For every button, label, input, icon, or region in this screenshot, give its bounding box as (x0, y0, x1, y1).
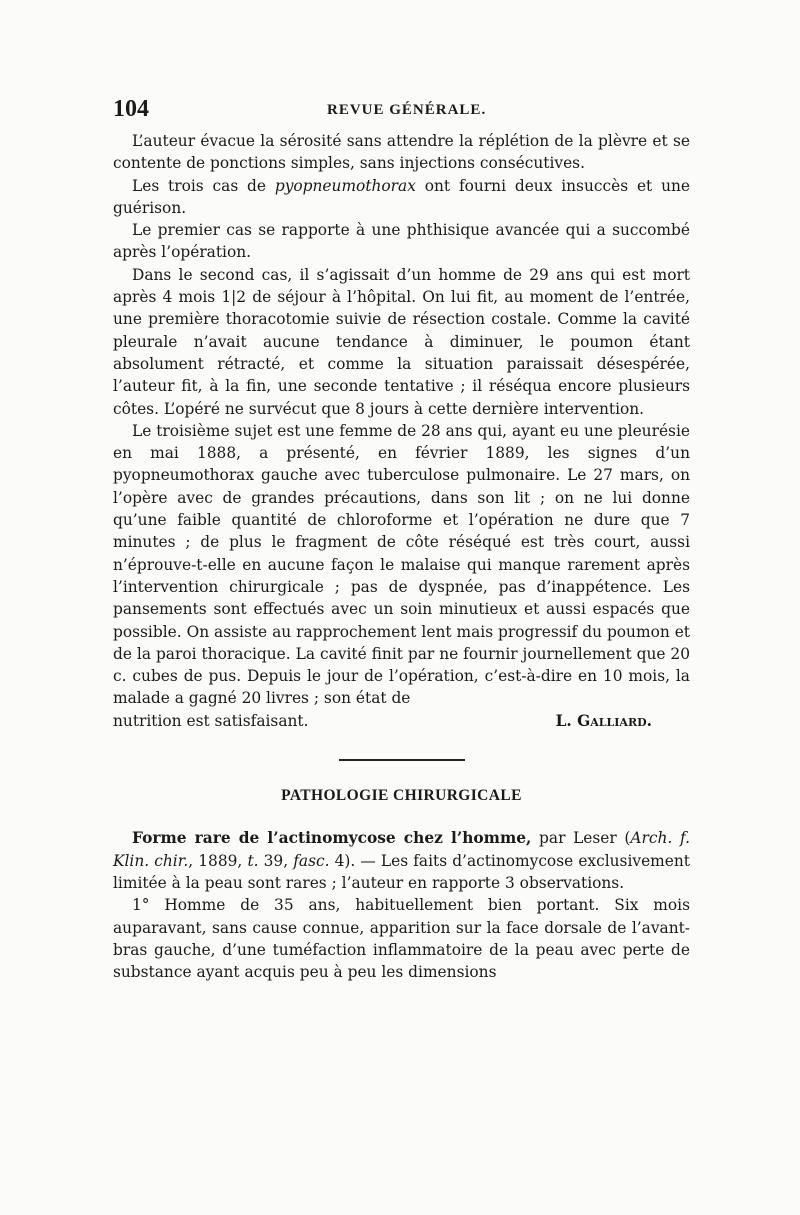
paragraph-6 (113, 827, 690, 894)
signature-line (113, 710, 690, 732)
article-author: par Leser ( (531, 829, 631, 848)
journal-name: Arch. f. Klin. chir. (113, 829, 691, 870)
paragraph-3: Le premier cas se rapporte à une phthisique avancée qui a succombé après l’opération. (113, 221, 690, 262)
author-signature: L. Galliard. (555, 711, 652, 730)
paragraph-2-end: ont fourni deux insuccès et une guérison. (113, 176, 691, 217)
body-text (113, 130, 690, 983)
paragraph-7: 1° Homme de 35 ans, habituellement bien portant. Six mois auparavant, sans cause connue, apparition sur la face dorsale de l’avant-bras gauche, d’une tuméfaction inflammatoire de la peau avec perte de substance ayant acquis peu à peu les dimensions (113, 896, 690, 982)
paragraph-5: Le troisième sujet est une femme de 28 ans qui, ayant eu une pleurésie en mai 1888, a présenté, en février 1889, les signes d’un pyopneumothorax gauche avec tuberculose pulmonaire. Le 27 mars, on l’opère avec de grandes précautions, dans son lit ; on ne lui donne qu’une faible quantité de chloroforme et l’opération ne dure que 7 minutes ; de plus le fragment de côte réséqué est très court, aussi n’éprouve-t-elle en aucune façon le malaise qui manque rarement après l’intervention chirurgicale ; pas de dyspnée, pas d’inappétence. Les pansements sont effectués avec un soin minutieux et aussi espacés que possible. On assiste au rapprochement lent mais progressif du poumon et de la paroi thoracique. La cavité finit par ne fournir journellement que 20 c. cubes de pus. Depuis le jour de l’opération, c’est-à-dire en 10 mois, la malade a gagné 20 livres ; son état de (113, 421, 690, 708)
paragraph-1: L’auteur évacue la sérosité sans attendre la réplétion de la plèvre et se contente de ponctions simples, sans injections consécutives. (113, 132, 690, 173)
paragraph-4: Dans le second cas, il s’agissait d’un homme de 29 ans qui est mort après 4 mois 1|2 de séjour à l’hôpital. On lui fit, au moment de l’entrée, une première thoracotomie suivie de résection costale. Comme la cavité pleurale n’avait aucune tendance à diminuer, le poumon étant absolument rétracté, et comme la situation paraissait désespérée, l’auteur fit, à la fin, une seconde tentative ; il réséqua encore plusieurs côtes. L’opéré ne survécut que 8 jours à cette dernière intervention. (113, 265, 690, 418)
page-header (113, 96, 690, 124)
paragraph-6-text: 4). — Les faits d’actinomycose exclusivement limitée à la peau sont rares ; l’auteur en rapporte 3 observations. (113, 851, 690, 892)
citation-tome: t. (247, 851, 259, 870)
term-pyopneumothorax: pyopneumothorax (274, 176, 416, 195)
paragraph-2-start: Les trois cas de (132, 176, 275, 195)
citation-year: , 1889, (188, 851, 248, 870)
running-head: REVUE GÉNÉRALE. (327, 102, 487, 118)
section-title: PATHOLOGIE CHIRURGICALE (281, 787, 522, 805)
section-divider (339, 759, 465, 761)
page-number: 104 (113, 96, 149, 122)
paragraph-2 (113, 175, 690, 220)
article-title: Forme rare de l’actinomycose chez l’homme, (132, 829, 532, 848)
paragraph-5-last-line: nutrition est satisfaisant. (113, 711, 309, 730)
citation-fasc: fasc. (293, 851, 330, 870)
citation-tome-num: 39, (258, 851, 294, 870)
